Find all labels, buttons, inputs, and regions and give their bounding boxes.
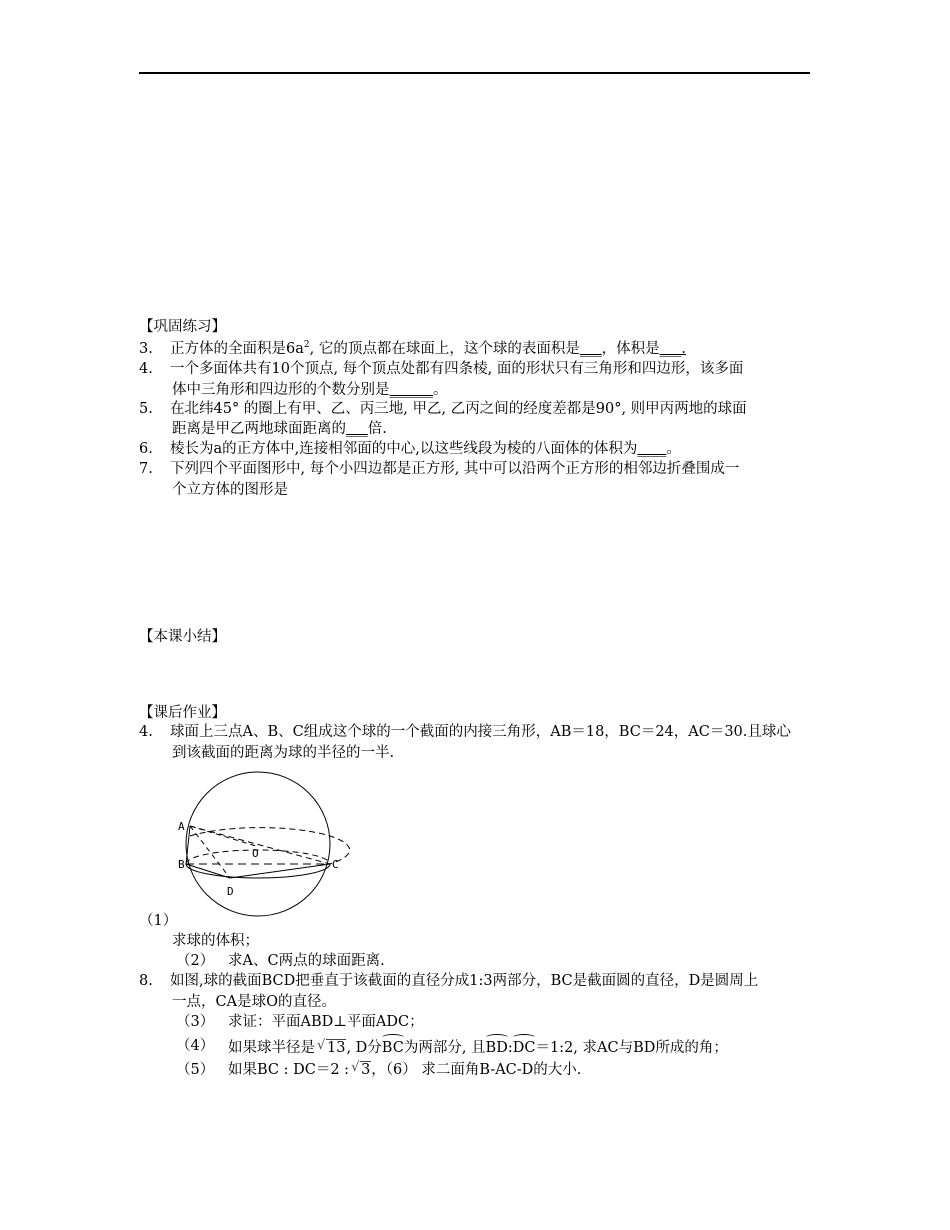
arc-dc: DC (513, 1037, 536, 1057)
text-segment: 求二面角B-AC-D的大小. (421, 1062, 582, 1078)
item-text-line1: 在北纬45° 的圈上有甲、乙、丙三地, 甲乙, 乙丙之间的经度差都是90°, 则甲丙两地的球面 (170, 401, 747, 417)
text-segment: 如果球半径是 (228, 1040, 315, 1056)
text-segment: 棱长为a的正方体中,连接相邻面的中心,以这些线段为棱的八面体的体积为 (170, 441, 638, 457)
item-text (170, 440, 681, 458)
label-o: O (252, 847, 259, 860)
item-number: 5. (139, 401, 153, 417)
label-d: D (227, 885, 234, 898)
item-text-line1: 如图,球的截面BCD把垂直于该截面的直径分成1:3两部分，BC是截面圆的直径，D是圆周上 (170, 973, 759, 989)
segment-ac (190, 826, 330, 864)
text-segment: ， (371, 1062, 386, 1078)
sqrt-symbol (351, 1061, 371, 1079)
radicand: 13 (327, 1040, 346, 1056)
text-segment: 倍. (367, 421, 387, 437)
blank: ____ (637, 441, 667, 457)
section-heading-summary: 【本课小结】 (139, 629, 226, 645)
sub-text (228, 1061, 581, 1079)
blank: ___. (659, 341, 686, 357)
item-text (170, 340, 686, 358)
item-number: 3. (139, 341, 153, 357)
text-segment: ＝1:2, 求AC与BD所成的角； (535, 1040, 728, 1056)
text-segment: , D分 (346, 1040, 382, 1056)
blank: ___ (579, 341, 602, 357)
label-a: A (178, 820, 185, 833)
text-segment: 如果BC : DC＝2 : (228, 1062, 350, 1078)
great-circle-back (190, 828, 350, 864)
segment-ao (190, 826, 256, 846)
segment-bd (186, 864, 230, 878)
sub-number: （5） (176, 1062, 215, 1078)
item-text-line1: 球面上三点A、B、C组成这个球的一个截面的内接三角形，AB＝18，BC＝24，AC＝30.且球心 (170, 724, 791, 740)
sub-number: （2） (176, 953, 215, 969)
header-rule (139, 72, 810, 74)
sub-number: （3） (176, 1014, 215, 1030)
text-segment: ，体积是 (601, 341, 660, 357)
item-text-line2 (172, 420, 387, 438)
text-segment: 体中三角形和四边形的个数分别是 (172, 382, 390, 398)
arc-bd: BD (486, 1037, 508, 1057)
text-segment: 距离是甲乙两地球面距离的 (172, 421, 346, 437)
item-number: 6. (139, 441, 153, 457)
segment-dc (230, 864, 330, 878)
superscript: 2 (303, 340, 310, 350)
text-segment: : (507, 1040, 513, 1056)
item-text-line2 (172, 381, 448, 399)
sphere-figure (172, 764, 352, 926)
label-c: C (332, 858, 339, 871)
text-segment: 正方体的全面积是6a (170, 341, 304, 357)
sub-number: （6） (385, 1062, 417, 1078)
item-text-line2: 一点，CA是球O的直径。 (172, 994, 336, 1010)
item-number: 7. (139, 461, 153, 477)
sub-number: （4） (176, 1038, 215, 1054)
radicand: 3 (361, 1062, 371, 1078)
item-text-line2: 个立方体的图形是 (172, 482, 288, 498)
item-text-line2: 到该截面的距离为球的半径的一半. (172, 745, 395, 761)
item-number: 4. (139, 361, 153, 377)
label-b: B (178, 858, 185, 871)
item-text-line1: 一个多面体共有10个顶点, 每个顶点处都有四条棱, 面的形状只有三角形和四边形，该多面 (170, 361, 744, 377)
blank: ______ (389, 382, 433, 398)
blank: ___ (346, 421, 368, 437)
sub-number: （1） (139, 913, 178, 929)
sub-text: 求证：平面ABD⊥平面ADC； (228, 1014, 424, 1030)
sqrt-symbol (317, 1039, 346, 1057)
item-number: 8. (139, 973, 153, 989)
item-number: 4. (139, 724, 153, 740)
sub-text: 求球的体积； (172, 933, 259, 949)
arc-bc: BC (382, 1037, 404, 1057)
item-text-line1: 下列四个平面图形中, 每个小四边都是正方形, 其中可以沿两个正方形的相邻边折叠围成一 (170, 461, 740, 477)
text-segment: 。 (433, 382, 448, 398)
text-segment: , 它的顶点都在球面上，这个球的表面积是 (309, 341, 580, 357)
section-heading-homework: 【课后作业】 (139, 705, 226, 721)
section-heading-practice: 【巩固练习】 (139, 319, 226, 335)
sub-text (228, 1037, 728, 1057)
sub-text: 求A、C两点的球面距离. (228, 953, 385, 969)
text-segment: 为两部分, 且 (403, 1040, 486, 1056)
text-segment: 。 (666, 441, 681, 457)
